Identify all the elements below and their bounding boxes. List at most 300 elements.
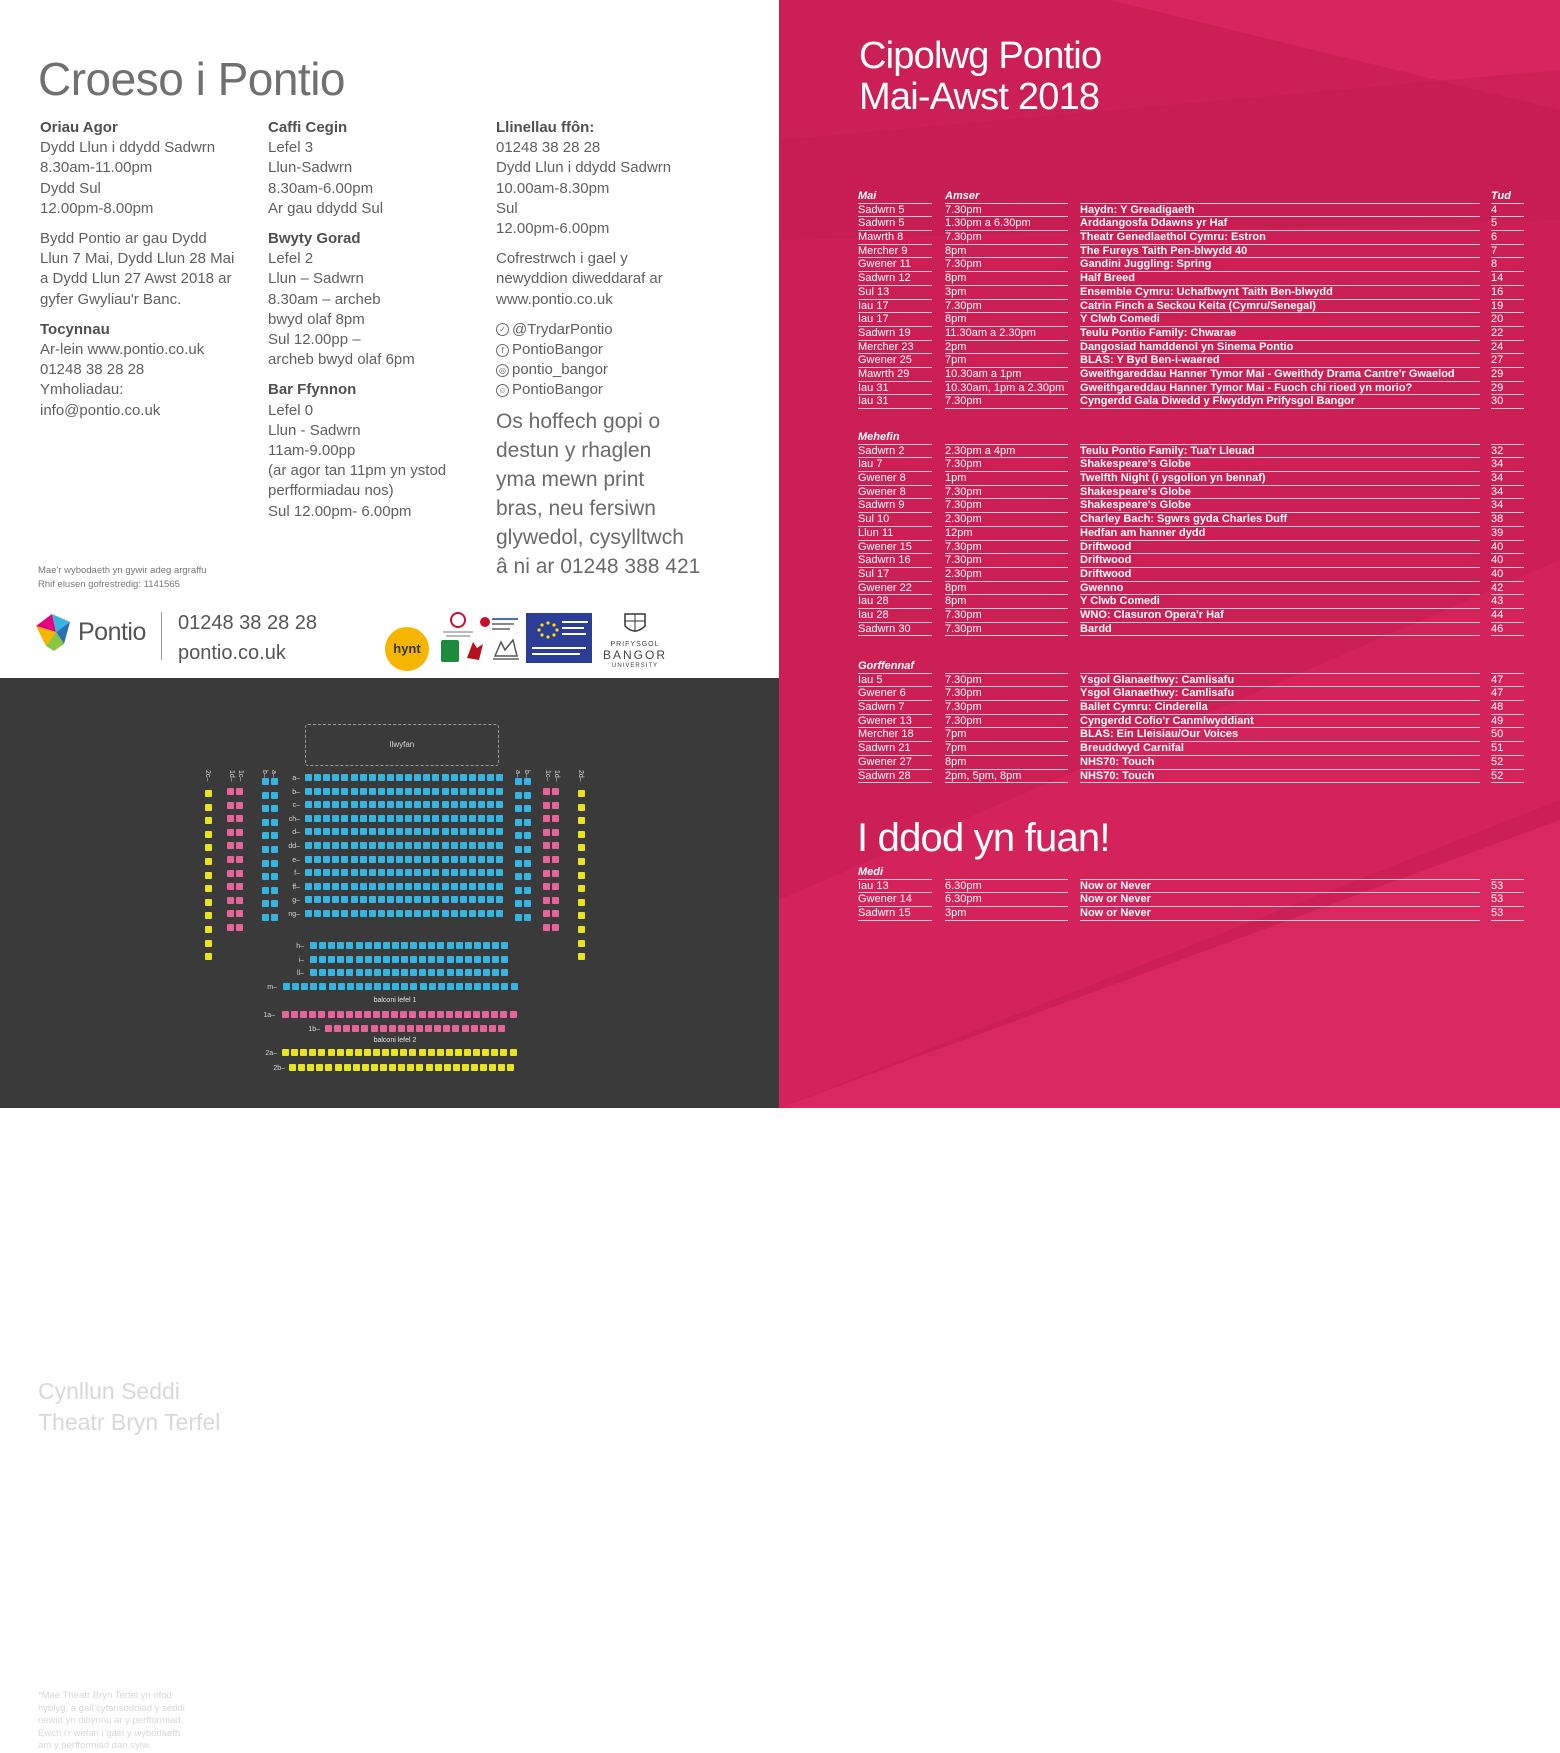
event-title: WNO: Clasuron Opera'r Haf: [1080, 608, 1224, 621]
pontio-logo[interactable]: [34, 612, 146, 652]
event-title: Cyngerdd Cofio'r Canmlwyddiant: [1080, 714, 1254, 727]
seat-row-label: ff–: [292, 883, 300, 891]
schedule-title-line-2: Mai-Awst 2018: [859, 76, 1100, 118]
phone-lines-text: [496, 138, 731, 239]
opening-hours-heading: Oriau Agor: [40, 119, 118, 136]
event-row[interactable]: [858, 568, 1524, 582]
social-links: [496, 320, 731, 401]
text-line: Dydd Llun i ddydd Sadwrn: [496, 159, 672, 177]
text-line: perfformiadau nos): [268, 482, 394, 500]
seat-row-label: 1c–: [544, 770, 551, 782]
row-rule: [1491, 782, 1524, 783]
row-rule: [945, 635, 1068, 636]
event-row[interactable]: [858, 527, 1524, 541]
coming-soon-title: I ddod yn fuan!: [857, 816, 1110, 860]
text-line: info@pontio.co.uk: [40, 401, 161, 419]
event-title: Gweithgareddau Hanner Tymor Mai - Gweithdy Drama Cantre'r Gwaelod: [1080, 367, 1455, 380]
event-time: 8pm: [945, 755, 967, 768]
event-title: Ballet Cymru: Cinderella: [1080, 701, 1208, 714]
text-line: yma mewn print: [496, 467, 645, 491]
header-cell: Gorffennaf: [858, 660, 915, 672]
event-row[interactable]: [858, 554, 1524, 568]
event-page: 34: [1491, 458, 1504, 471]
seat-row-label: a–: [292, 775, 300, 782]
seat-row-label: b–: [292, 788, 300, 796]
event-row[interactable]: [858, 499, 1524, 513]
text-line: glywedol, cysylltwch: [496, 525, 684, 549]
balcony-2-label: balconi lefel 2: [373, 1037, 417, 1044]
event-date: Sul 17: [858, 567, 890, 580]
event-page: 29: [1491, 381, 1504, 394]
seating-title: [38, 1376, 220, 1438]
event-title: Bardd: [1080, 622, 1112, 635]
schedule-panel: [779, 0, 1560, 1108]
text-line: bras, neu fersiwn: [496, 496, 656, 520]
event-title: Teulu Pontio Family: Tua'r Lleuad: [1080, 444, 1255, 457]
large-print-note: [496, 407, 731, 581]
text-line: Dydd Llun i ddydd Sadwrn: [40, 139, 216, 157]
event-page: 49: [1491, 714, 1504, 727]
event-row[interactable]: [858, 368, 1524, 382]
seating-title-line-1: Cynllun Seddi: [38, 1378, 180, 1404]
event-title: NHS70: Touch: [1080, 755, 1155, 768]
event-date: Sul 13: [858, 285, 890, 298]
event-date: Iau 17: [858, 313, 889, 326]
row-rule: [858, 920, 932, 921]
header-cell: Mai: [858, 190, 877, 202]
bar-ffynnon-heading: Bar Ffynnon: [268, 381, 357, 399]
food-drink-column: [268, 118, 483, 522]
seat-row-label: b–: [523, 770, 530, 778]
event-row[interactable]: [858, 245, 1524, 259]
text-line: Cofrestrwch i gael y: [496, 250, 628, 268]
event-title: Charley Bach: Sgwrs gyda Charles Duff: [1080, 513, 1288, 526]
text-line: Llun – Sadwrn: [268, 270, 364, 288]
social-link[interactable]: [496, 320, 731, 340]
text-line: Lefel 3: [268, 139, 314, 157]
event-date: Sadwrn 19: [858, 326, 911, 339]
event-page: 34: [1491, 485, 1504, 498]
tickets-heading: Tocynnau: [40, 320, 110, 338]
event-row[interactable]: [858, 595, 1524, 609]
social-link[interactable]: [496, 340, 731, 360]
event-page: 43: [1491, 595, 1504, 608]
event-date: Sadwrn 15: [858, 907, 911, 920]
event-title: Driftwood: [1080, 540, 1132, 553]
text-line: www.pontio.co.uk: [496, 290, 613, 308]
event-title: Catrin Finch a Seckou Keita (Cymru/Senegal): [1080, 299, 1316, 312]
event-time: 3pm: [945, 285, 967, 298]
welcome-panel: [0, 0, 779, 678]
text-line: (ar agor tan 11pm yn ystod: [268, 462, 447, 480]
row-rule: [858, 635, 932, 636]
event-page: 48: [1491, 701, 1504, 714]
social-link[interactable]: [496, 380, 731, 400]
seat-row-label: h–: [296, 943, 304, 950]
event-date: Iau 28: [858, 608, 889, 621]
event-row[interactable]: [858, 286, 1524, 300]
event-date: Gwener 22: [858, 581, 912, 594]
event-time: 8pm: [945, 581, 967, 594]
schedule-title-line-1: Cipolwg Pontio: [859, 35, 1102, 77]
event-row[interactable]: [858, 313, 1524, 327]
event-date: Mawrth 8: [858, 231, 904, 244]
event-page: 51: [1491, 742, 1504, 755]
event-row[interactable]: [858, 701, 1524, 715]
event-page: 53: [1491, 893, 1504, 906]
event-page: 52: [1491, 755, 1504, 768]
event-date: Sul 10: [858, 513, 890, 526]
event-row[interactable]: [858, 300, 1524, 314]
text-line: Ar gau ddydd Sul: [268, 199, 384, 217]
row-rule: [1080, 920, 1480, 921]
text-line: archeb bwyd olaf 6pm: [268, 351, 415, 369]
text-line: Ewch i'r wefan i gael y wybodaeth: [38, 1727, 181, 1739]
event-page: 7: [1491, 244, 1498, 257]
caffi-cegin-text: [268, 138, 483, 219]
event-date: Gwener 13: [858, 714, 912, 727]
event-time: 7.30pm: [945, 673, 982, 686]
footer-phone: 01248 38 28 28: [178, 612, 318, 634]
row-rule: [1491, 635, 1524, 636]
event-date: Gwener 14: [858, 893, 912, 906]
event-page: 4: [1491, 203, 1498, 216]
event-title: Gandini Juggling: Spring: [1080, 258, 1212, 271]
event-row[interactable]: [858, 687, 1524, 701]
event-time: 7.30pm: [945, 203, 982, 216]
event-title: Shakespeare's Globe: [1080, 499, 1191, 512]
event-page: 47: [1491, 687, 1504, 700]
event-row[interactable]: [858, 382, 1524, 396]
event-time: 7.30pm: [945, 499, 982, 512]
event-time: 11.30am a 2.30pm: [945, 326, 1036, 339]
seat-row-label: b–: [261, 770, 268, 778]
social-label: pontio_bangor: [512, 361, 608, 379]
seat-row-label: ch–: [288, 815, 300, 823]
event-row[interactable]: [858, 880, 1524, 894]
seat-row-label: g–: [292, 897, 300, 905]
bangor-university-logo: [600, 612, 670, 672]
stage: llwyfan: [305, 724, 499, 766]
event-title: The Fureys Taith Pen-blwydd 40: [1080, 244, 1248, 257]
row-rule: [1491, 920, 1524, 921]
event-time: 7.30pm: [945, 714, 982, 727]
event-time: 2pm, 5pm, 8pm: [945, 769, 1022, 782]
text-line: 8.30am – archeb: [268, 290, 381, 308]
seat-row-label: 1c–: [237, 770, 244, 782]
schedule-header-row: [858, 190, 1524, 204]
event-row[interactable]: [858, 907, 1524, 921]
event-title: BLAS: Ein Lleisiau/Our Voices: [1080, 728, 1239, 741]
row-rule: [945, 408, 1068, 409]
event-date: Iau 17: [858, 299, 889, 312]
event-title: Now or Never: [1080, 907, 1151, 920]
event-row[interactable]: [858, 893, 1524, 907]
event-time: 7.30pm: [945, 622, 982, 635]
instagram-icon: ◎: [496, 364, 509, 377]
hynt-logo: hynt: [385, 627, 429, 671]
event-date: Sadwrn 7: [858, 701, 905, 714]
event-row[interactable]: [858, 472, 1524, 486]
event-time: 7pm: [945, 728, 967, 741]
seat-row-label: 1a–: [263, 1012, 275, 1019]
event-time: 7.30pm: [945, 701, 982, 714]
event-date: Sadwrn 2: [858, 444, 905, 457]
event-time: 2pm: [945, 340, 967, 353]
event-row[interactable]: [858, 231, 1524, 245]
dragon-logo: [465, 638, 485, 662]
logo-divider: [161, 612, 162, 660]
seat-row-label: a–: [514, 770, 521, 778]
seat-row-label: a–: [270, 770, 277, 778]
charity-fine-print: [38, 564, 207, 592]
event-title: Gweithgareddau Hanner Tymor Mai - Fuoch chi rioed yn morio?: [1080, 381, 1413, 394]
event-date: Sadwrn 21: [858, 742, 911, 755]
text-line: 01248 38 28 28: [496, 139, 601, 157]
text-line: newyddion diweddaraf ar: [496, 270, 663, 288]
event-date: Sadwrn 28: [858, 769, 911, 782]
text-line: newid yn dibynnu ar y perfformiad.: [38, 1715, 184, 1726]
event-date: Iau 7: [858, 458, 883, 471]
event-row[interactable]: [858, 770, 1524, 784]
event-time: 6.30pm: [945, 893, 982, 906]
event-page: 52: [1491, 769, 1504, 782]
event-row[interactable]: [858, 728, 1524, 742]
event-page: 32: [1491, 444, 1504, 457]
event-page: 40: [1491, 540, 1504, 553]
event-row[interactable]: [858, 674, 1524, 688]
text-line: Sul: [496, 199, 518, 217]
page-title: Croeso i Pontio: [38, 53, 345, 105]
seat-row-label: e–: [292, 856, 300, 864]
event-page: 46: [1491, 622, 1504, 635]
bangor-line-2: BANGOR: [602, 648, 667, 662]
caffi-cegin-heading: Caffi Cegin: [268, 119, 348, 136]
event-time: 3pm: [945, 907, 967, 920]
event-date: Sadwrn 5: [858, 203, 905, 216]
text-line: 8.30am-11.00pm: [40, 159, 153, 177]
event-title: Ysgol Glanaethwy: Camlisafu: [1080, 673, 1235, 686]
seat-row-label: f–: [294, 870, 300, 878]
row-rule: [858, 408, 932, 409]
text-line: 01248 38 28 28: [40, 361, 145, 379]
phone-lines-heading: Llinellau ffôn:: [496, 119, 595, 136]
event-page: 14: [1491, 272, 1504, 285]
header-cell: Amser: [945, 190, 980, 202]
row-rule: [1080, 782, 1480, 783]
event-date: Mercher 23: [858, 340, 914, 353]
event-page: 29: [1491, 367, 1504, 380]
pontio-logo-icon: [34, 612, 72, 652]
event-time: 1pm: [945, 472, 967, 485]
event-date: Sadwrn 16: [858, 554, 911, 567]
event-title: Y Clwb Comedi: [1080, 595, 1160, 608]
event-page: 39: [1491, 526, 1504, 539]
event-time: 8pm: [945, 595, 967, 608]
row-rule: [1080, 408, 1480, 409]
text-line: Bydd Pontio ar gau Dydd: [40, 230, 207, 248]
event-time: 2.30pm a 4pm: [945, 444, 1016, 457]
event-date: Iau 31: [858, 381, 889, 394]
event-page: 38: [1491, 513, 1504, 526]
event-time: 2.30pm: [945, 513, 982, 526]
footer-website[interactable]: pontio.co.uk: [178, 642, 286, 664]
event-row[interactable]: [858, 609, 1524, 623]
schedule-september: [858, 866, 1524, 921]
event-row[interactable]: [858, 486, 1524, 500]
event-title: BLAS: Y Byd Ben-i-waered: [1080, 354, 1220, 367]
text-line: Lefel 2: [268, 250, 314, 268]
event-date: Gwener 8: [858, 472, 906, 485]
seating-note: [38, 1690, 185, 1753]
event-row[interactable]: [858, 623, 1524, 637]
event-time: 7pm: [945, 354, 967, 367]
arts-council-logo: [441, 610, 475, 640]
text-line: bwyd olaf 8pm: [268, 310, 365, 328]
text-line: destun y rhaglen: [496, 438, 652, 462]
event-time: 7.30pm: [945, 258, 982, 271]
event-page: 40: [1491, 554, 1504, 567]
social-label: PontioBangor: [512, 341, 603, 359]
schedule-july: [858, 660, 1524, 783]
text-line: 12.00pm-6.00pm: [496, 220, 610, 238]
row-rule: [1080, 635, 1480, 636]
seat-row-label: m–: [267, 983, 277, 991]
event-row[interactable]: [858, 756, 1524, 770]
green-logo: [441, 640, 459, 662]
sponsor-logos: [385, 610, 670, 669]
event-date: Gwener 6: [858, 687, 906, 700]
seat-row-label: 2d–: [577, 770, 584, 782]
event-time: 10.30am, 1pm a 2.30pm: [945, 381, 1065, 394]
bar-ffynnon-text: [268, 401, 483, 522]
twitter-icon: ✓: [496, 323, 509, 336]
event-page: 16: [1491, 285, 1504, 298]
event-row[interactable]: [858, 327, 1524, 341]
seat-row-label: d–: [292, 829, 300, 837]
event-row[interactable]: [858, 341, 1524, 355]
event-time: 7.30pm: [945, 299, 982, 312]
row-rule: [945, 782, 1068, 783]
event-title: Shakespeare's Globe: [1080, 458, 1191, 471]
snapchat-icon: ☺: [496, 384, 509, 397]
social-link[interactable]: [496, 360, 731, 380]
text-line: hyblyg, a gall cyfansoddiad y seddi: [38, 1702, 185, 1714]
event-time: 7.30pm: [945, 554, 982, 567]
event-page: 5: [1491, 217, 1498, 230]
event-page: 20: [1491, 313, 1504, 326]
event-title: Breuddwyd Carnifal: [1080, 742, 1184, 755]
newsletter-text: [496, 249, 731, 310]
event-time: 7.30pm: [945, 395, 982, 408]
event-row[interactable]: [858, 395, 1524, 409]
text-line: a Dydd Llun 27 Awst 2018 ar: [40, 270, 232, 288]
event-page: 44: [1491, 608, 1504, 621]
event-row[interactable]: [858, 458, 1524, 472]
seat-row-label: dd–: [288, 843, 300, 850]
event-title: Teulu Pontio Family: Chwarae: [1080, 326, 1237, 339]
row-rule: [1491, 408, 1524, 409]
text-line: Rhif elusen gofrestredig: 1141565: [38, 579, 180, 590]
event-row[interactable]: [858, 258, 1524, 272]
event-title: Now or Never: [1080, 879, 1151, 892]
event-row[interactable]: [858, 742, 1524, 756]
event-row[interactable]: [858, 513, 1524, 527]
text-line: 11am-9.00pp: [268, 442, 356, 460]
text-line: Sul 12.00pm- 6.00pm: [268, 502, 412, 520]
event-row[interactable]: [858, 445, 1524, 459]
event-page: 42: [1491, 581, 1504, 594]
text-line: Os hoffech gopi o: [496, 409, 661, 433]
event-date: Sadwrn 9: [858, 499, 905, 512]
event-row[interactable]: [858, 272, 1524, 286]
event-time: 7.30pm: [945, 687, 982, 700]
seating-title-line-2: Theatr Bryn Terfel: [38, 1409, 221, 1435]
event-page: 53: [1491, 879, 1504, 892]
event-row[interactable]: [858, 204, 1524, 218]
event-title: Cyngerdd Gala Diwedd y Flwyddyn Prifysgol Bangor: [1080, 395, 1356, 408]
event-date: Sadwrn 5: [858, 217, 905, 230]
seat-row-label: ll–: [296, 970, 304, 978]
bangor-line-3: UNIVERSITY: [611, 663, 658, 669]
event-row[interactable]: [858, 582, 1524, 596]
event-time: 6.30pm: [945, 879, 982, 892]
text-line: 10.00am-8.30pm: [496, 179, 610, 197]
event-page: 47: [1491, 673, 1504, 686]
event-title: Now or Never: [1080, 893, 1151, 906]
event-date: Iau 28: [858, 595, 889, 608]
event-row[interactable]: [858, 715, 1524, 729]
text-line: Mae'r wybodaeth yn gywir adeg argraffu: [38, 565, 207, 576]
seat-row-label: 1d–: [553, 770, 560, 782]
seat-row-label: 2a–: [265, 1050, 277, 1057]
seat-row-label: 1d–: [228, 770, 235, 782]
event-page: 53: [1491, 907, 1504, 920]
text-line: Llun - Sadwrn: [268, 421, 361, 439]
seat-row-label: c–: [292, 802, 300, 810]
text-line: Llun 7 Mai, Dydd Llun 28 Mai: [40, 250, 235, 268]
seat-row-label: 2c–: [204, 770, 211, 782]
event-date: Sadwrn 12: [858, 272, 911, 285]
event-date: Sadwrn 30: [858, 622, 911, 635]
social-label: PontioBangor: [512, 381, 603, 399]
text-line: Dydd Sul: [40, 179, 101, 197]
bank-holiday-text: [40, 229, 250, 310]
event-page: 34: [1491, 472, 1504, 485]
event-date: Mercher 18: [858, 728, 914, 741]
text-line: â ni ar 01248 388 421: [496, 554, 701, 578]
event-page: 22: [1491, 326, 1504, 339]
event-time: 7.30pm: [945, 540, 982, 553]
event-date: Gwener 11: [858, 258, 911, 271]
event-time: 7.30pm: [945, 608, 982, 621]
event-date: Mercher 9: [858, 244, 908, 257]
event-date: Gwener 8: [858, 485, 906, 498]
event-date: Gwener 15: [858, 540, 912, 553]
seat-row-label: 1b–: [308, 1026, 320, 1033]
schedule-header-row: [858, 431, 1524, 445]
event-page: 40: [1491, 567, 1504, 580]
facebook-icon: f: [496, 344, 509, 357]
event-row[interactable]: [858, 354, 1524, 368]
lottery-logo: [491, 638, 521, 662]
header-cell: Tud: [1491, 190, 1511, 202]
text-line: Ar-lein www.pontio.co.uk: [40, 341, 205, 359]
seat-row-label: ng–: [288, 911, 300, 918]
event-row[interactable]: [858, 541, 1524, 555]
event-title: Hedfan am hanner dydd: [1080, 526, 1206, 539]
event-row[interactable]: [858, 217, 1524, 231]
